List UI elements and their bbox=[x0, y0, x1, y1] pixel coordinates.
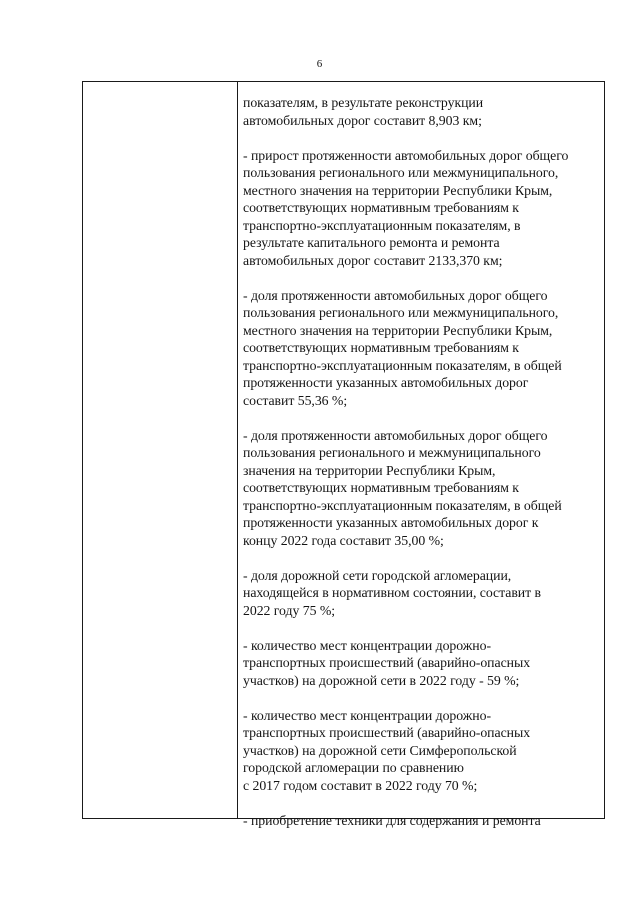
paragraph-road-growth: - прирост протяженности автомобильных дорог общего пользования регионального или межмуниципального, местного значения на территории Республики Крым, соответствующих нормативным требованиям к транспортно-эксплуатационным показателям, в результате капитального ремонта и ремонта автомобильных дорог составит 2133,370 км; bbox=[243, 147, 569, 268]
paragraph-reconstruction: показателям, в результате реконструкции автомобильных дорог составит 8,903 км; bbox=[243, 95, 484, 128]
paragraph-road-share: - доля протяженности автомобильных дорог общего пользования регионального или межмуниципального, местного значения на территории Республики Крым, соответствующих нормативным требованиям к транспортно-эксплуатационным показателям, в общей протяженности указанных автомобильных дорог составит 55,36 %; bbox=[243, 287, 562, 408]
paragraph-road-share-2022: - доля протяженности автомобильных дорог общего пользования регионального и межмуниципального значения на территории Республики Крым, соответствующих нормативным требованиям к транспортно-эксплуатационным показателям, в общей протяженности указанных автомобильных дорог к концу 2022 года составит 35,00 %; bbox=[243, 427, 562, 548]
paragraph-accident-sites-simferopol: - количество мест концентрации дорожно- транспортных происшествий (аварийно-опасных участков) на дорожной сети Симферопольской городской агломерации по сравнению с 2017 годом составит в 2022 году 70 %; bbox=[243, 707, 531, 793]
paragraph-agglomeration-network: - доля дорожной сети городской агломерации, находящейся в нормативном состоянии, составит в 2022 году 75 %; bbox=[243, 567, 541, 618]
table-right-cell bbox=[238, 82, 604, 828]
document-table bbox=[82, 81, 605, 828]
paragraph-equipment-purchase: - приобретение техники для содержания и ремонта bbox=[243, 812, 541, 828]
paragraph-accident-sites: - количество мест концентрации дорожно- транспортных происшествий (аварийно-опасных участков) на дорожной сети в 2022 году - 59 %; bbox=[243, 637, 531, 688]
page-number: 6 bbox=[316, 58, 323, 70]
table-left-cell bbox=[83, 82, 238, 818]
